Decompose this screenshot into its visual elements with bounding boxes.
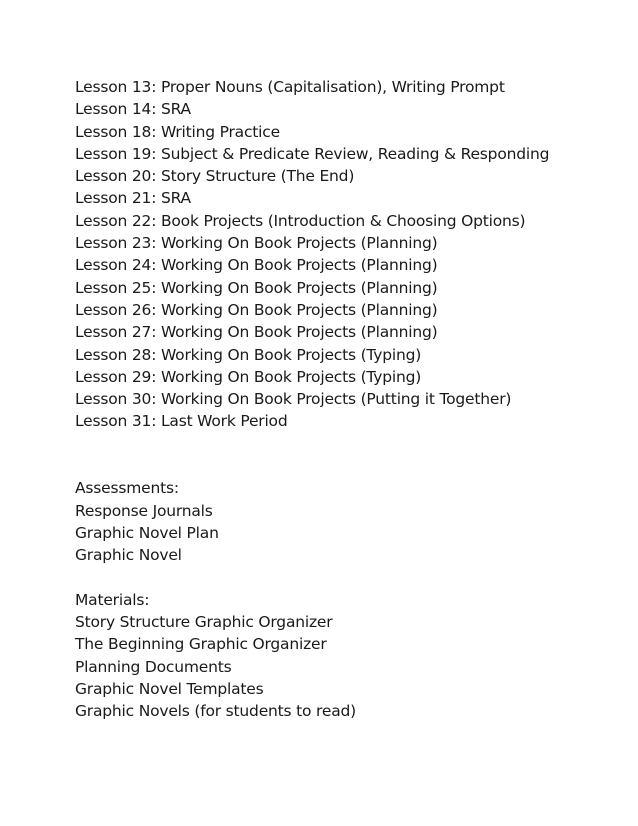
material-item: Graphic Novel Templates (75, 680, 264, 699)
section-spacer (75, 567, 615, 589)
lesson-list (75, 76, 615, 433)
lesson-item: Lesson 22: Book Projects (Introduction & Choosing Options) (75, 211, 526, 230)
lesson-item: Lesson 31: Last Work Period (75, 412, 288, 431)
material-item: The Beginning Graphic Organizer (75, 635, 327, 654)
lesson-item: Lesson 24: Working On Book Projects (Planning) (75, 256, 438, 275)
lesson-item: Lesson 14: SRA (75, 100, 191, 119)
lesson-item: Lesson 13: Proper Nouns (Capitalisation), Writing Prompt (75, 78, 505, 96)
material-item: Graphic Novels (for students to read) (75, 702, 356, 721)
assessments-heading: Assessments: (75, 479, 179, 498)
lesson-item: Lesson 25: Working On Book Projects (Planning) (75, 278, 438, 297)
assessment-item: Response Journals (75, 501, 213, 520)
lesson-item: Lesson 23: Working On Book Projects (Planning) (75, 234, 438, 253)
lesson-item: Lesson 19: Subject & Predicate Review, Reading & Responding (75, 144, 550, 163)
assessments-section (75, 477, 615, 566)
lesson-item: Lesson 21: SRA (75, 189, 191, 208)
document-content (75, 76, 615, 723)
lesson-item: Lesson 27: Working On Book Projects (Planning) (75, 323, 438, 342)
lesson-item: Lesson 30: Working On Book Projects (Putting it Together) (75, 390, 512, 409)
material-item: Planning Documents (75, 657, 232, 676)
section-spacer (75, 433, 615, 478)
lesson-item: Lesson 26: Working On Book Projects (Planning) (75, 300, 438, 319)
material-item: Story Structure Graphic Organizer (75, 613, 333, 632)
materials-heading: Materials: (75, 590, 150, 609)
assessment-item: Graphic Novel (75, 546, 182, 565)
lesson-item: Lesson 18: Writing Practice (75, 122, 280, 141)
assessment-item: Graphic Novel Plan (75, 523, 219, 542)
lesson-item: Lesson 28: Working On Book Projects (Typing) (75, 345, 422, 364)
materials-section (75, 589, 615, 723)
lesson-item: Lesson 20: Story Structure (The End) (75, 167, 355, 186)
lesson-item: Lesson 29: Working On Book Projects (Typing) (75, 367, 422, 386)
